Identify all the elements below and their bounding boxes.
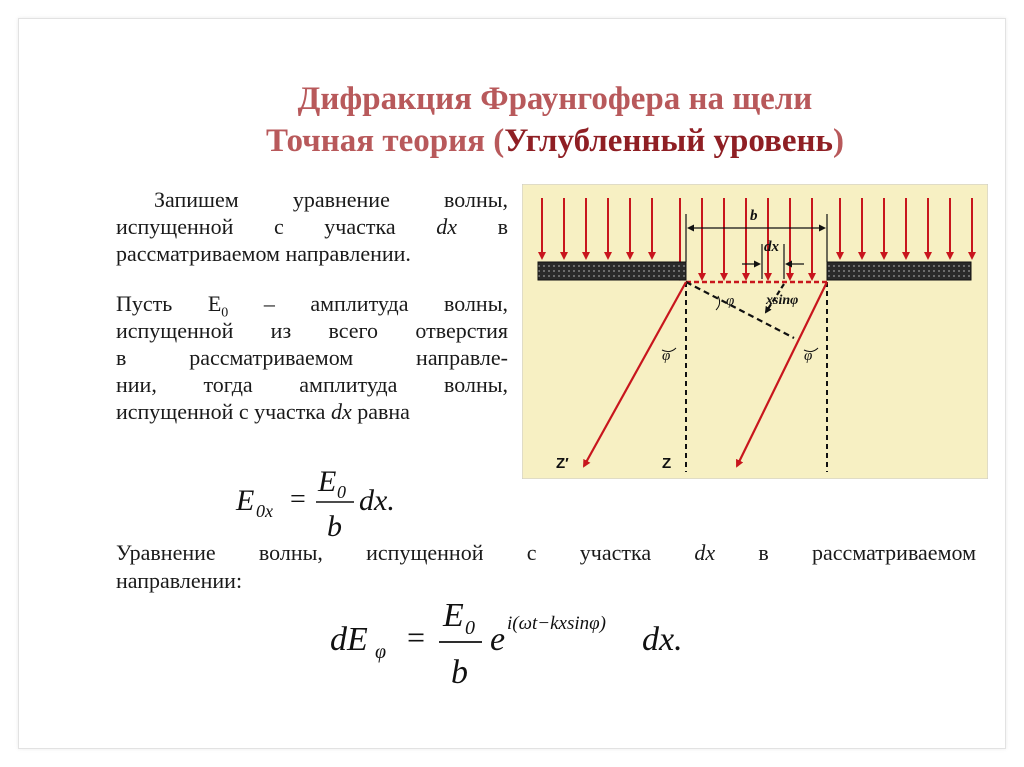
paragraph1-line-3: рассматриваемом направлении. — [116, 241, 411, 266]
paragraph2-e0-subscript: 0 — [221, 305, 229, 321]
paragraph1-line-2-text: испущенной с участка — [116, 214, 396, 239]
label-angle-left: φ — [662, 348, 671, 364]
paragraph-amplitude — [116, 290, 508, 425]
paragraph2-line-3: в рассматриваемом направле- — [116, 345, 508, 370]
title-line-2-prefix: Точная теория ( — [266, 123, 505, 159]
paragraph2-dx: dx — [330, 399, 352, 424]
slide-title — [140, 78, 970, 162]
title-line-1: Дифракция Фраунгофера на щели — [297, 81, 813, 117]
paragraph2-line-1-suffix: – амплитуда волны, — [228, 291, 508, 316]
title-line-2-accent: Углубленный уровень — [504, 123, 833, 159]
formula2-numerator: E — [443, 597, 464, 634]
formula2-lhs: dE — [330, 621, 368, 658]
bottom-text-line-1 — [116, 539, 976, 567]
formula1-lhs: E — [236, 484, 255, 517]
formula2-numerator-subscript: 0 — [465, 617, 475, 639]
paragraph1-dx: dx — [436, 214, 458, 239]
paragraph2-line-5 — [116, 398, 508, 425]
label-angle-path: φ — [726, 293, 735, 309]
label-z: Z — [662, 455, 672, 472]
title-line-2-suffix: ) — [832, 123, 844, 159]
label-dx: dx — [764, 239, 779, 255]
paragraph2-line-4: нии, тогда амплитуда волны, — [116, 372, 508, 397]
paragraph2-line-1-prefix: Пусть E — [116, 291, 222, 316]
title-line-2 — [140, 120, 970, 162]
paragraph2-line-5-suffix: равна — [351, 399, 410, 424]
paragraph1-line-1: Запишем уравнение волны, — [154, 187, 508, 212]
screen-left — [538, 262, 686, 280]
slit-diffraction-diagram — [522, 184, 988, 479]
paragraph1-line-2 — [116, 213, 508, 240]
formula1-lhs-subscript: 0x — [256, 501, 273, 521]
formula1-numerator: E — [318, 465, 337, 498]
label-slit-width: b — [750, 208, 758, 224]
formula-amplitude-element — [232, 460, 422, 544]
paragraph-wave-equation — [116, 186, 508, 267]
formula2-denominator: b — [451, 654, 468, 691]
paragraph-wave-element — [116, 539, 976, 595]
screen-right — [827, 262, 971, 280]
formula2-lhs-subscript: φ — [375, 641, 387, 663]
label-path-difference: xsinφ — [766, 293, 799, 308]
label-z-prime: Z′ — [556, 455, 569, 472]
formula2-tail: dx. — [642, 621, 683, 658]
formula-wave-element — [330, 592, 710, 692]
formula1-equals: = — [290, 484, 306, 515]
paragraph2-line-1 — [116, 290, 508, 321]
formula1-tail: dx. — [359, 484, 395, 517]
bottom-text-line-2: направлении: — [116, 568, 243, 593]
paragraph2-line-2: испущенной из всего отверстия — [116, 318, 508, 343]
formula1-numerator-subscript: 0 — [337, 482, 346, 502]
formula2-exponent: i(ωt−kxsinφ) — [507, 613, 606, 634]
label-angle-right: φ — [804, 348, 813, 364]
bottom-text-dx: dx — [694, 540, 716, 565]
formula2-equals: = — [407, 619, 426, 655]
bottom-text-line-1-b: в рассматриваемом — [715, 540, 976, 565]
paragraph2-line-5-prefix: испущенной с участка — [116, 399, 331, 424]
bottom-text-line-1-a: Уравнение волны, испущенной с участка — [116, 540, 695, 565]
formula2-base: e — [490, 621, 506, 658]
formula1-denominator: b — [327, 510, 342, 543]
paragraph1-in: в — [497, 214, 509, 239]
